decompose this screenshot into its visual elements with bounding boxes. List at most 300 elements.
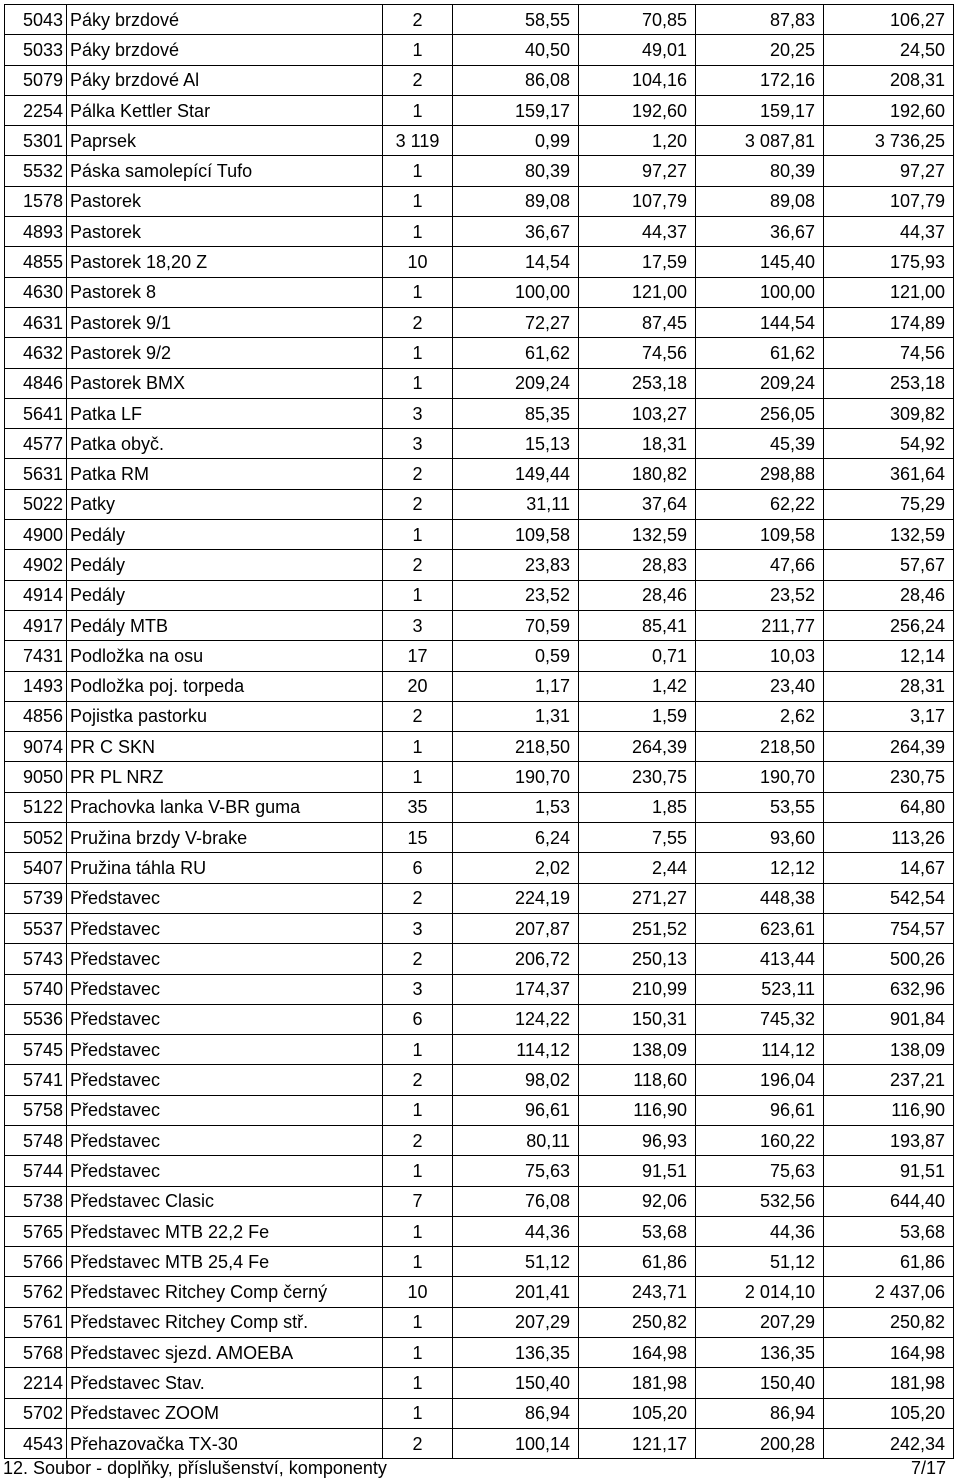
table-row [5, 277, 954, 307]
table-row [5, 1156, 954, 1186]
item-name-cell: Pastorek 18,20 Z [67, 247, 383, 277]
total-excl-vat-cell: 3 087,81 [696, 126, 824, 156]
unit-price-incl-vat-cell: 264,39 [579, 732, 696, 762]
item-quantity-cell: 1 [383, 762, 453, 792]
total-incl-vat-cell: 3 736,25 [824, 126, 954, 156]
total-excl-vat-cell: 80,39 [696, 156, 824, 186]
total-excl-vat-cell: 61,62 [696, 338, 824, 368]
item-quantity-cell: 1 [383, 95, 453, 125]
total-excl-vat-cell: 109,58 [696, 520, 824, 550]
item-name-cell: Představec MTB 22,2 Fe [67, 1216, 383, 1246]
item-quantity-cell: 10 [383, 247, 453, 277]
total-incl-vat-cell: 113,26 [824, 823, 954, 853]
total-incl-vat-cell: 256,24 [824, 610, 954, 640]
table-row [5, 580, 954, 610]
total-excl-vat-cell: 2,62 [696, 701, 824, 731]
unit-price-excl-vat-cell: 1,53 [453, 792, 579, 822]
total-excl-vat-cell: 532,56 [696, 1186, 824, 1216]
item-name-cell: Pastorek 9/2 [67, 338, 383, 368]
item-code-cell: 5631 [5, 459, 67, 489]
item-quantity-cell: 2 [383, 701, 453, 731]
unit-price-incl-vat-cell: 271,27 [579, 883, 696, 913]
unit-price-incl-vat-cell: 97,27 [579, 156, 696, 186]
total-excl-vat-cell: 623,61 [696, 913, 824, 943]
total-incl-vat-cell: 175,93 [824, 247, 954, 277]
table-row [5, 1065, 954, 1095]
item-quantity-cell: 2 [383, 5, 453, 35]
item-quantity-cell: 20 [383, 671, 453, 701]
total-excl-vat-cell: 45,39 [696, 429, 824, 459]
unit-price-excl-vat-cell: 15,13 [453, 429, 579, 459]
total-incl-vat-cell: 500,26 [824, 944, 954, 974]
total-excl-vat-cell: 144,54 [696, 307, 824, 337]
item-code-cell: 1578 [5, 186, 67, 216]
table-row [5, 520, 954, 550]
total-excl-vat-cell: 218,50 [696, 732, 824, 762]
unit-price-incl-vat-cell: 49,01 [579, 35, 696, 65]
item-code-cell: 5301 [5, 126, 67, 156]
total-incl-vat-cell: 57,67 [824, 550, 954, 580]
unit-price-incl-vat-cell: 96,93 [579, 1125, 696, 1155]
item-quantity-cell: 2 [383, 1065, 453, 1095]
table-row [5, 1277, 954, 1307]
footer-section-title: 12. Soubor - doplňky, příslušenství, komponenty [3, 1458, 387, 1478]
total-incl-vat-cell: 24,50 [824, 35, 954, 65]
item-name-cell: PR PL NRZ [67, 762, 383, 792]
total-excl-vat-cell: 196,04 [696, 1065, 824, 1095]
total-excl-vat-cell: 10,03 [696, 641, 824, 671]
unit-price-excl-vat-cell: 207,87 [453, 913, 579, 943]
unit-price-incl-vat-cell: 164,98 [579, 1338, 696, 1368]
total-excl-vat-cell: 93,60 [696, 823, 824, 853]
total-incl-vat-cell: 75,29 [824, 489, 954, 519]
item-name-cell: Představec MTB 25,4 Fe [67, 1247, 383, 1277]
total-excl-vat-cell: 448,38 [696, 883, 824, 913]
table-row [5, 1004, 954, 1034]
item-name-cell: Pastorek [67, 186, 383, 216]
total-excl-vat-cell: 413,44 [696, 944, 824, 974]
table-row [5, 338, 954, 368]
item-quantity-cell: 3 [383, 974, 453, 1004]
item-name-cell: Představec [67, 974, 383, 1004]
unit-price-incl-vat-cell: 230,75 [579, 762, 696, 792]
table-row [5, 247, 954, 277]
unit-price-excl-vat-cell: 190,70 [453, 762, 579, 792]
inventory-table-container [4, 4, 953, 1459]
unit-price-excl-vat-cell: 86,08 [453, 65, 579, 95]
table-row [5, 913, 954, 943]
total-excl-vat-cell: 44,36 [696, 1216, 824, 1246]
total-incl-vat-cell: 97,27 [824, 156, 954, 186]
item-quantity-cell: 1 [383, 35, 453, 65]
item-quantity-cell: 1 [383, 1216, 453, 1246]
item-quantity-cell: 2 [383, 550, 453, 580]
item-name-cell: Představec Ritchey Comp stř. [67, 1307, 383, 1337]
total-excl-vat-cell: 114,12 [696, 1035, 824, 1065]
item-code-cell: 5022 [5, 489, 67, 519]
total-incl-vat-cell: 106,27 [824, 5, 954, 35]
total-incl-vat-cell: 250,82 [824, 1307, 954, 1337]
table-row [5, 1035, 954, 1065]
item-quantity-cell: 2 [383, 489, 453, 519]
item-quantity-cell: 10 [383, 1277, 453, 1307]
table-row [5, 1307, 954, 1337]
item-name-cell: PR C SKN [67, 732, 383, 762]
total-excl-vat-cell: 150,40 [696, 1368, 824, 1398]
table-row [5, 853, 954, 883]
total-excl-vat-cell: 172,16 [696, 65, 824, 95]
item-name-cell: Představec [67, 913, 383, 943]
total-excl-vat-cell: 190,70 [696, 762, 824, 792]
item-quantity-cell: 1 [383, 277, 453, 307]
item-code-cell: 4631 [5, 307, 67, 337]
unit-price-excl-vat-cell: 85,35 [453, 398, 579, 428]
item-quantity-cell: 2 [383, 944, 453, 974]
item-code-cell: 5748 [5, 1125, 67, 1155]
table-row [5, 307, 954, 337]
total-incl-vat-cell: 54,92 [824, 429, 954, 459]
item-code-cell: 4577 [5, 429, 67, 459]
total-excl-vat-cell: 200,28 [696, 1428, 824, 1458]
item-quantity-cell: 1 [383, 1247, 453, 1277]
table-row [5, 126, 954, 156]
total-incl-vat-cell: 192,60 [824, 95, 954, 125]
unit-price-incl-vat-cell: 181,98 [579, 1368, 696, 1398]
unit-price-incl-vat-cell: 91,51 [579, 1156, 696, 1186]
item-quantity-cell: 3 [383, 398, 453, 428]
unit-price-excl-vat-cell: 206,72 [453, 944, 579, 974]
footer-page-number: 7/17 [910, 1458, 946, 1478]
unit-price-excl-vat-cell: 36,67 [453, 217, 579, 247]
unit-price-excl-vat-cell: 76,08 [453, 1186, 579, 1216]
total-excl-vat-cell: 62,22 [696, 489, 824, 519]
unit-price-excl-vat-cell: 86,94 [453, 1398, 579, 1428]
item-name-cell: Představec [67, 883, 383, 913]
item-name-cell: Podložka na osu [67, 641, 383, 671]
item-code-cell: 5079 [5, 65, 67, 95]
total-excl-vat-cell: 745,32 [696, 1004, 824, 1034]
item-name-cell: Představec [67, 1035, 383, 1065]
total-incl-vat-cell: 361,64 [824, 459, 954, 489]
item-name-cell: Přehazovačka TX-30 [67, 1428, 383, 1458]
total-excl-vat-cell: 75,63 [696, 1156, 824, 1186]
unit-price-incl-vat-cell: 104,16 [579, 65, 696, 95]
unit-price-incl-vat-cell: 2,44 [579, 853, 696, 883]
unit-price-excl-vat-cell: 174,37 [453, 974, 579, 1004]
unit-price-incl-vat-cell: 253,18 [579, 368, 696, 398]
table-row [5, 156, 954, 186]
item-quantity-cell: 15 [383, 823, 453, 853]
total-incl-vat-cell: 28,31 [824, 671, 954, 701]
total-excl-vat-cell: 23,52 [696, 580, 824, 610]
item-code-cell: 9050 [5, 762, 67, 792]
table-row [5, 732, 954, 762]
item-name-cell: Podložka poj. torpeda [67, 671, 383, 701]
unit-price-incl-vat-cell: 105,20 [579, 1398, 696, 1428]
total-incl-vat-cell: 61,86 [824, 1247, 954, 1277]
unit-price-excl-vat-cell: 75,63 [453, 1156, 579, 1186]
total-incl-vat-cell: 121,00 [824, 277, 954, 307]
item-name-cell: Páky brzdové [67, 35, 383, 65]
item-quantity-cell: 35 [383, 792, 453, 822]
item-code-cell: 4856 [5, 701, 67, 731]
unit-price-excl-vat-cell: 124,22 [453, 1004, 579, 1034]
item-quantity-cell: 1 [383, 1095, 453, 1125]
item-code-cell: 5532 [5, 156, 67, 186]
item-code-cell: 5768 [5, 1338, 67, 1368]
item-code-cell: 5758 [5, 1095, 67, 1125]
item-code-cell: 4914 [5, 580, 67, 610]
item-name-cell: Představec [67, 1004, 383, 1034]
item-quantity-cell: 1 [383, 1307, 453, 1337]
total-incl-vat-cell: 2 437,06 [824, 1277, 954, 1307]
item-quantity-cell: 17 [383, 641, 453, 671]
unit-price-excl-vat-cell: 44,36 [453, 1216, 579, 1246]
unit-price-incl-vat-cell: 1,20 [579, 126, 696, 156]
item-code-cell: 5537 [5, 913, 67, 943]
total-excl-vat-cell: 96,61 [696, 1095, 824, 1125]
total-incl-vat-cell: 105,20 [824, 1398, 954, 1428]
total-excl-vat-cell: 86,94 [696, 1398, 824, 1428]
item-quantity-cell: 1 [383, 1398, 453, 1428]
total-incl-vat-cell: 644,40 [824, 1186, 954, 1216]
total-incl-vat-cell: 754,57 [824, 913, 954, 943]
total-excl-vat-cell: 51,12 [696, 1247, 824, 1277]
unit-price-incl-vat-cell: 180,82 [579, 459, 696, 489]
unit-price-excl-vat-cell: 114,12 [453, 1035, 579, 1065]
unit-price-excl-vat-cell: 58,55 [453, 5, 579, 35]
unit-price-excl-vat-cell: 23,83 [453, 550, 579, 580]
unit-price-excl-vat-cell: 61,62 [453, 338, 579, 368]
item-name-cell: Pojistka pastorku [67, 701, 383, 731]
total-incl-vat-cell: 64,80 [824, 792, 954, 822]
item-name-cell: Pružina brzdy V-brake [67, 823, 383, 853]
total-incl-vat-cell: 309,82 [824, 398, 954, 428]
item-name-cell: Představec [67, 1095, 383, 1125]
unit-price-excl-vat-cell: 207,29 [453, 1307, 579, 1337]
item-code-cell: 5745 [5, 1035, 67, 1065]
unit-price-incl-vat-cell: 243,71 [579, 1277, 696, 1307]
unit-price-incl-vat-cell: 150,31 [579, 1004, 696, 1034]
item-quantity-cell: 6 [383, 853, 453, 883]
unit-price-excl-vat-cell: 51,12 [453, 1247, 579, 1277]
total-incl-vat-cell: 264,39 [824, 732, 954, 762]
unit-price-incl-vat-cell: 28,46 [579, 580, 696, 610]
item-name-cell: Pedály [67, 580, 383, 610]
unit-price-incl-vat-cell: 85,41 [579, 610, 696, 640]
total-excl-vat-cell: 89,08 [696, 186, 824, 216]
unit-price-incl-vat-cell: 210,99 [579, 974, 696, 1004]
unit-price-incl-vat-cell: 121,17 [579, 1428, 696, 1458]
table-row [5, 398, 954, 428]
item-name-cell: Představec Clasic [67, 1186, 383, 1216]
item-code-cell: 4902 [5, 550, 67, 580]
table-row [5, 974, 954, 1004]
table-row [5, 217, 954, 247]
total-incl-vat-cell: 53,68 [824, 1216, 954, 1246]
item-name-cell: Páky brzdové Al [67, 65, 383, 95]
item-name-cell: Představec Ritchey Comp černý [67, 1277, 383, 1307]
item-code-cell: 7431 [5, 641, 67, 671]
total-incl-vat-cell: 3,17 [824, 701, 954, 731]
table-row [5, 823, 954, 853]
unit-price-excl-vat-cell: 201,41 [453, 1277, 579, 1307]
item-code-cell: 4855 [5, 247, 67, 277]
item-name-cell: Pastorek [67, 217, 383, 247]
total-incl-vat-cell: 164,98 [824, 1338, 954, 1368]
unit-price-incl-vat-cell: 28,83 [579, 550, 696, 580]
item-quantity-cell: 3 119 [383, 126, 453, 156]
total-excl-vat-cell: 207,29 [696, 1307, 824, 1337]
table-row [5, 550, 954, 580]
total-incl-vat-cell: 542,54 [824, 883, 954, 913]
unit-price-excl-vat-cell: 14,54 [453, 247, 579, 277]
table-row [5, 368, 954, 398]
table-row [5, 65, 954, 95]
item-code-cell: 1493 [5, 671, 67, 701]
unit-price-incl-vat-cell: 87,45 [579, 307, 696, 337]
table-row [5, 1368, 954, 1398]
table-row [5, 5, 954, 35]
unit-price-incl-vat-cell: 74,56 [579, 338, 696, 368]
item-quantity-cell: 2 [383, 307, 453, 337]
unit-price-excl-vat-cell: 209,24 [453, 368, 579, 398]
unit-price-incl-vat-cell: 18,31 [579, 429, 696, 459]
total-incl-vat-cell: 632,96 [824, 974, 954, 1004]
total-incl-vat-cell: 242,34 [824, 1428, 954, 1458]
item-quantity-cell: 1 [383, 732, 453, 762]
item-quantity-cell: 1 [383, 1368, 453, 1398]
item-code-cell: 5739 [5, 883, 67, 913]
unit-price-excl-vat-cell: 72,27 [453, 307, 579, 337]
item-quantity-cell: 6 [383, 1004, 453, 1034]
total-excl-vat-cell: 53,55 [696, 792, 824, 822]
table-row [5, 671, 954, 701]
unit-price-excl-vat-cell: 136,35 [453, 1338, 579, 1368]
total-incl-vat-cell: 28,46 [824, 580, 954, 610]
total-incl-vat-cell: 74,56 [824, 338, 954, 368]
total-excl-vat-cell: 256,05 [696, 398, 824, 428]
item-name-cell: Pastorek 9/1 [67, 307, 383, 337]
total-excl-vat-cell: 100,00 [696, 277, 824, 307]
unit-price-excl-vat-cell: 100,14 [453, 1428, 579, 1458]
table-row [5, 95, 954, 125]
total-incl-vat-cell: 91,51 [824, 1156, 954, 1186]
item-name-cell: Patky [67, 489, 383, 519]
unit-price-excl-vat-cell: 31,11 [453, 489, 579, 519]
unit-price-incl-vat-cell: 61,86 [579, 1247, 696, 1277]
item-quantity-cell: 1 [383, 368, 453, 398]
total-incl-vat-cell: 181,98 [824, 1368, 954, 1398]
unit-price-incl-vat-cell: 1,42 [579, 671, 696, 701]
unit-price-excl-vat-cell: 1,17 [453, 671, 579, 701]
unit-price-incl-vat-cell: 121,00 [579, 277, 696, 307]
item-code-cell: 5743 [5, 944, 67, 974]
table-row [5, 944, 954, 974]
unit-price-incl-vat-cell: 132,59 [579, 520, 696, 550]
table-row [5, 459, 954, 489]
item-name-cell: Páska samolepící Tufo [67, 156, 383, 186]
total-incl-vat-cell: 138,09 [824, 1035, 954, 1065]
unit-price-excl-vat-cell: 0,99 [453, 126, 579, 156]
total-excl-vat-cell: 12,12 [696, 853, 824, 883]
item-quantity-cell: 2 [383, 1125, 453, 1155]
item-quantity-cell: 1 [383, 217, 453, 247]
unit-price-excl-vat-cell: 89,08 [453, 186, 579, 216]
item-code-cell: 5765 [5, 1216, 67, 1246]
item-code-cell: 2254 [5, 95, 67, 125]
total-incl-vat-cell: 107,79 [824, 186, 954, 216]
unit-price-incl-vat-cell: 138,09 [579, 1035, 696, 1065]
total-excl-vat-cell: 523,11 [696, 974, 824, 1004]
item-name-cell: Pálka Kettler Star [67, 95, 383, 125]
unit-price-incl-vat-cell: 70,85 [579, 5, 696, 35]
table-row [5, 35, 954, 65]
unit-price-incl-vat-cell: 1,85 [579, 792, 696, 822]
unit-price-incl-vat-cell: 250,13 [579, 944, 696, 974]
total-excl-vat-cell: 20,25 [696, 35, 824, 65]
item-quantity-cell: 7 [383, 1186, 453, 1216]
total-incl-vat-cell: 901,84 [824, 1004, 954, 1034]
item-name-cell: Pastorek BMX [67, 368, 383, 398]
table-row [5, 1125, 954, 1155]
total-incl-vat-cell: 230,75 [824, 762, 954, 792]
item-name-cell: Představec [67, 1065, 383, 1095]
item-name-cell: Patka obyč. [67, 429, 383, 459]
unit-price-excl-vat-cell: 149,44 [453, 459, 579, 489]
unit-price-excl-vat-cell: 109,58 [453, 520, 579, 550]
item-name-cell: Patka RM [67, 459, 383, 489]
item-quantity-cell: 1 [383, 580, 453, 610]
total-excl-vat-cell: 87,83 [696, 5, 824, 35]
total-excl-vat-cell: 145,40 [696, 247, 824, 277]
total-incl-vat-cell: 12,14 [824, 641, 954, 671]
total-excl-vat-cell: 36,67 [696, 217, 824, 247]
table-row [5, 792, 954, 822]
item-code-cell: 4632 [5, 338, 67, 368]
page-footer [3, 1458, 946, 1482]
table-row [5, 1398, 954, 1428]
unit-price-incl-vat-cell: 44,37 [579, 217, 696, 247]
item-quantity-cell: 3 [383, 610, 453, 640]
item-code-cell: 5122 [5, 792, 67, 822]
item-quantity-cell: 1 [383, 520, 453, 550]
unit-price-excl-vat-cell: 70,59 [453, 610, 579, 640]
item-code-cell: 4893 [5, 217, 67, 247]
unit-price-incl-vat-cell: 0,71 [579, 641, 696, 671]
item-quantity-cell: 1 [383, 1035, 453, 1065]
unit-price-incl-vat-cell: 118,60 [579, 1065, 696, 1095]
item-name-cell: Představec [67, 1125, 383, 1155]
total-excl-vat-cell: 211,77 [696, 610, 824, 640]
unit-price-incl-vat-cell: 116,90 [579, 1095, 696, 1125]
unit-price-incl-vat-cell: 7,55 [579, 823, 696, 853]
table-row [5, 429, 954, 459]
item-code-cell: 5702 [5, 1398, 67, 1428]
unit-price-excl-vat-cell: 23,52 [453, 580, 579, 610]
table-row [5, 641, 954, 671]
table-row [5, 883, 954, 913]
item-name-cell: Paprsek [67, 126, 383, 156]
item-code-cell: 5761 [5, 1307, 67, 1337]
total-excl-vat-cell: 209,24 [696, 368, 824, 398]
item-quantity-cell: 2 [383, 883, 453, 913]
table-row [5, 1216, 954, 1246]
table-row [5, 1247, 954, 1277]
item-code-cell: 5052 [5, 823, 67, 853]
total-excl-vat-cell: 160,22 [696, 1125, 824, 1155]
item-quantity-cell: 2 [383, 1428, 453, 1458]
